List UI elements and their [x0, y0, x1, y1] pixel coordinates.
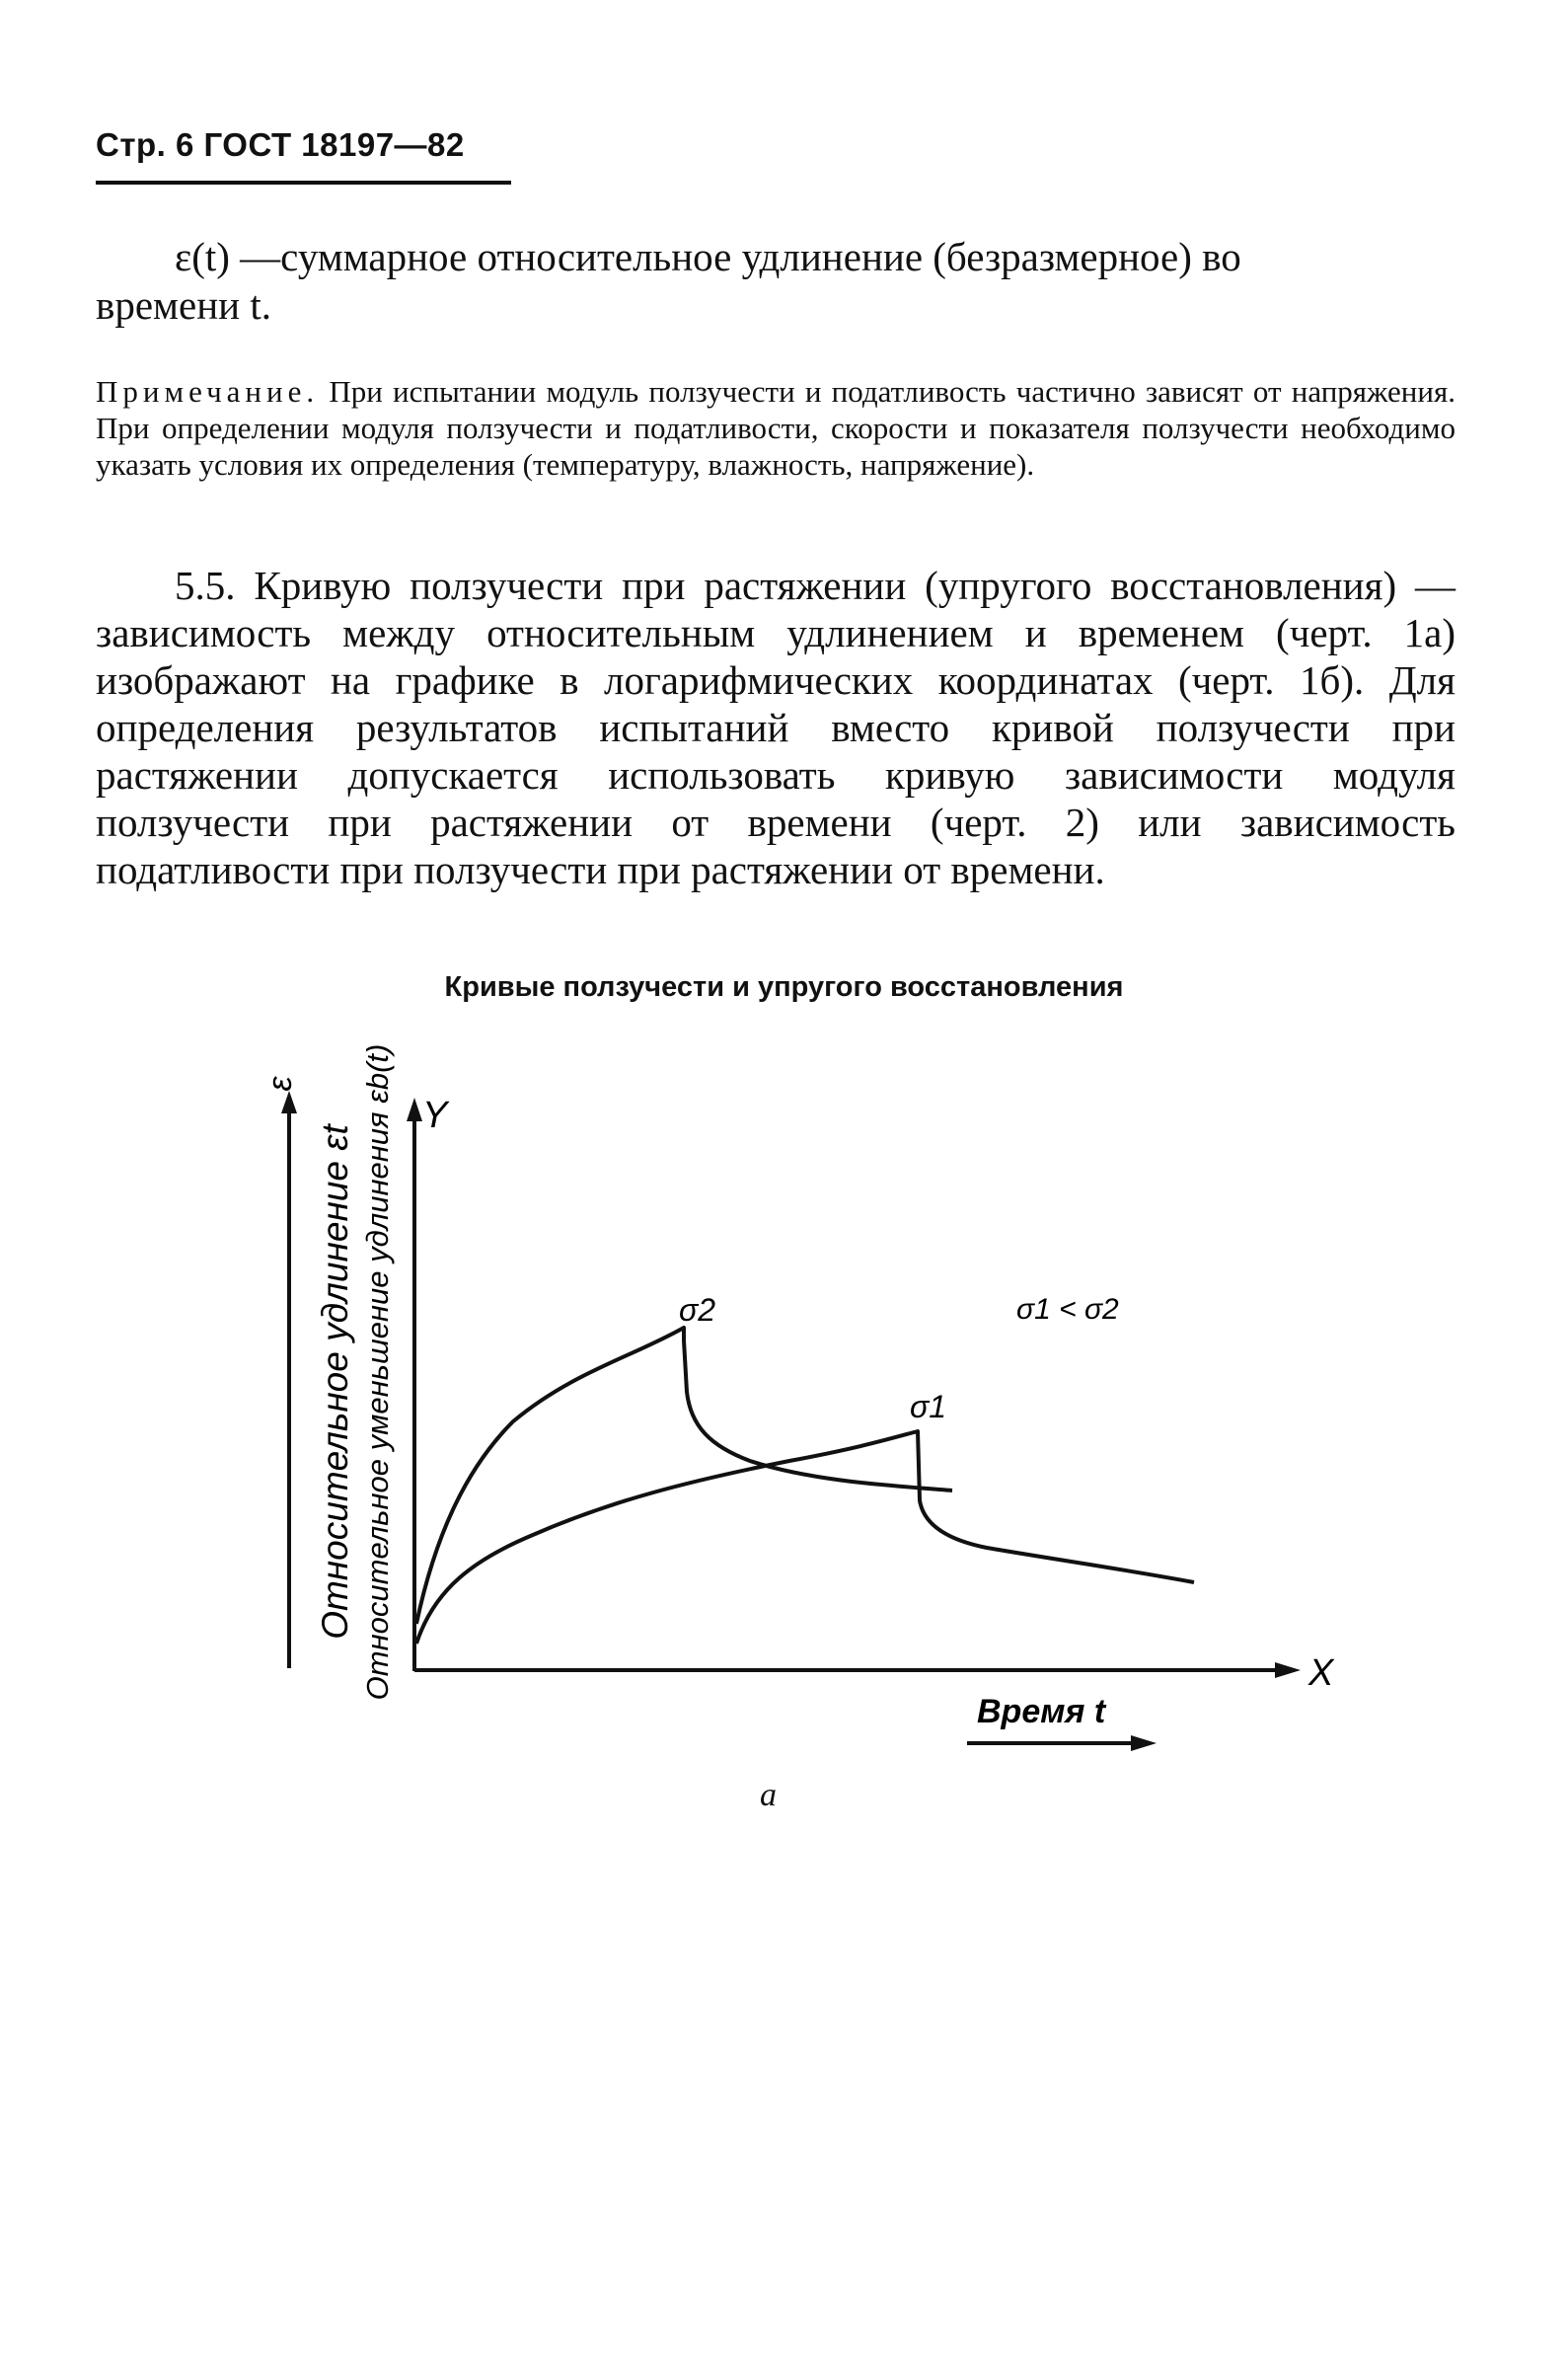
series-sigma1-label: σ1	[910, 1389, 947, 1424]
x-axis-letter: X	[1308, 1652, 1334, 1694]
note-paragraph	[96, 373, 1456, 483]
note-lead: Примечание.	[96, 374, 320, 409]
y-axis-letter: Y	[422, 1095, 448, 1136]
series-sigma2-label: σ2	[679, 1292, 716, 1328]
section-5-5-paragraph: 5.5. Кривую ползучести при растяжении (упругого восстановления) — зависимость между относительным удлинением и временем (черт. 1а) изображают на графике в логарифмических координатах (черт. 1б). Для определения результатов испытаний вместо кривой ползучести при растяжении допускается использовать кривую зависимости модуля ползучести при растяжении от времени (черт. 2) или зависимость податливости при ползучести при растяжении от времени.	[96, 563, 1456, 892]
header-rule	[96, 181, 511, 185]
note-text: При испытании модуль ползучести и податливость частично зависят от напряжения. При определении модуля ползучести и податливости, скорости и показателя ползучести необходимо указать условия их определения (температуру, влажность, напряжение).	[96, 374, 1456, 482]
epsilon-axis-symbol: ε	[261, 1076, 299, 1092]
series-sigma2-curve	[416, 1328, 952, 1624]
page-header: Стр. 6 ГОСТ 18197—82	[96, 126, 465, 163]
series-sigma1-curve	[416, 1431, 1194, 1644]
epsilon-axis-arrow	[281, 1091, 297, 1113]
epsilon-definition-line1: ε(t) —суммарное относительное удлинение (безразмерное) во	[175, 234, 1241, 279]
time-arrow-head	[1131, 1735, 1157, 1751]
y-label-outer: Относительное удлинение εt	[315, 1124, 355, 1640]
epsilon-definition-line2: времени t.	[96, 282, 271, 328]
y-axis-arrow	[407, 1098, 422, 1121]
sigma-relation: σ1 < σ2	[1016, 1293, 1119, 1326]
creep-recovery-chart	[0, 1027, 1568, 1777]
figure-title: Кривые ползучести и упругого восстановления	[444, 971, 1124, 1003]
figure-sublabel: а	[760, 1777, 777, 1813]
x-label: Время t	[977, 1693, 1106, 1730]
y-label-inner: Относительное уменьшение удлинения εb(t)	[360, 1043, 395, 1701]
epsilon-definition	[96, 233, 1456, 330]
x-axis-arrow	[1275, 1662, 1301, 1678]
